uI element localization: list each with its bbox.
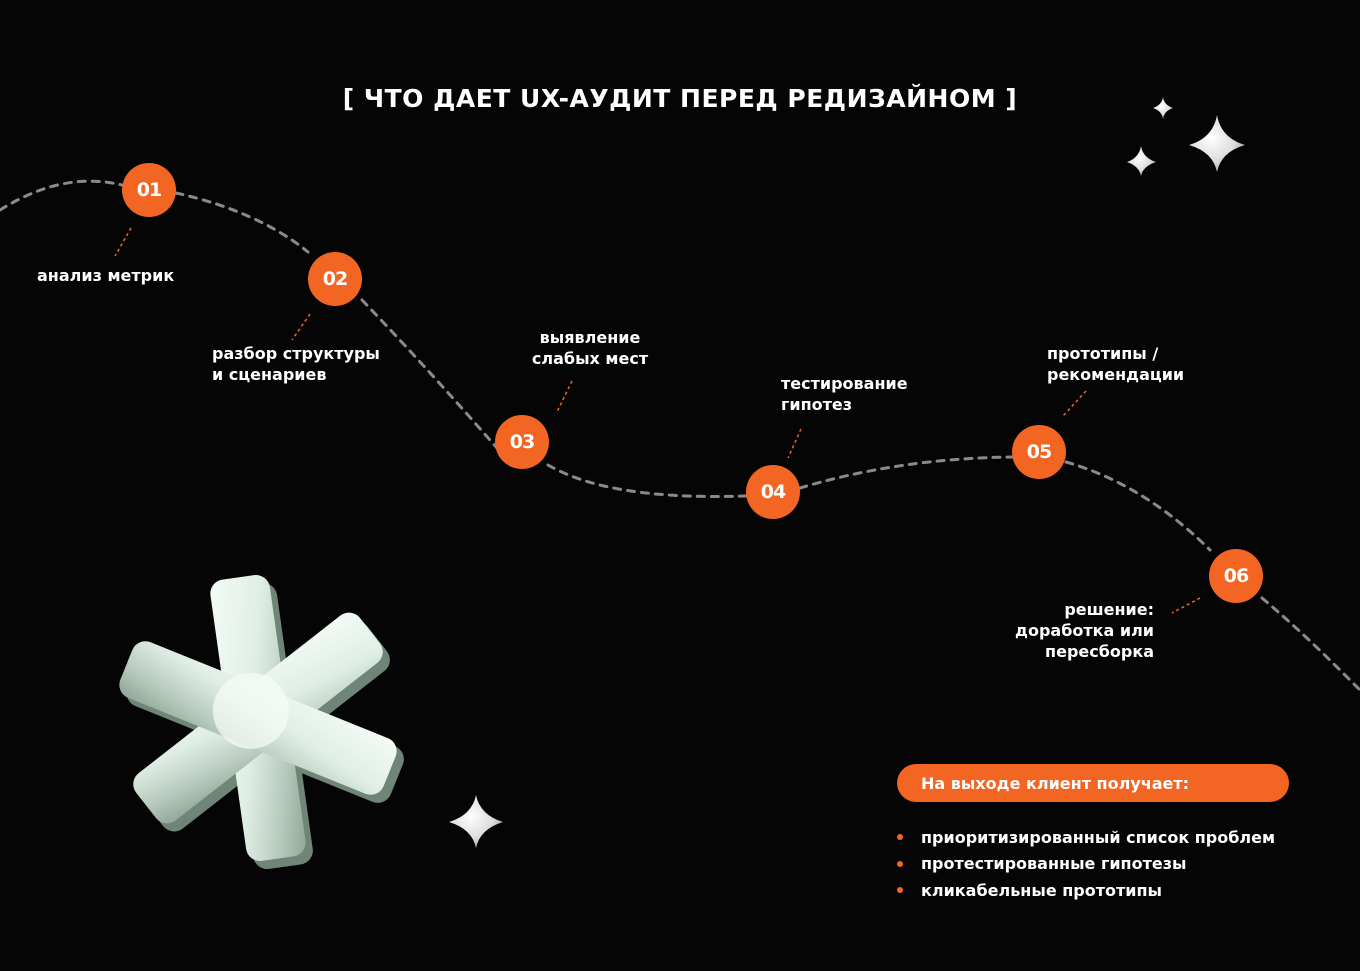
sparkle-icon: [449, 97, 1245, 848]
step-03-number: 03: [509, 431, 535, 453]
asterisk-icon: [102, 557, 422, 886]
step-01-label: анализ метрик: [37, 266, 175, 285]
process-path: [0, 181, 1360, 690]
step-02-label: разбор структуры и сценариев: [212, 344, 380, 384]
step-02-circle: [308, 252, 362, 306]
step-05-number: 05: [1026, 441, 1052, 463]
step-04-number: 04: [760, 481, 786, 503]
step-04-label: тестирование гипотез: [781, 374, 908, 414]
bullet-icon: [897, 834, 903, 840]
label-connectors: [115, 228, 1200, 613]
step-06-circle: [1209, 549, 1263, 603]
bullet-icon: [897, 887, 903, 893]
step-05-label: прототипы / рекомендации: [1047, 344, 1185, 384]
step-01-circle: [122, 163, 176, 217]
step-06-label: решение: доработка или пересборка: [1015, 600, 1154, 661]
list-item: протестированные гипотезы: [897, 851, 1275, 878]
bullet-icon: [897, 861, 903, 867]
step-03-circle: [495, 415, 549, 469]
step-01-number: 01: [136, 179, 162, 201]
step-03-label: выявление слабых мест: [531, 328, 649, 368]
step-05-circle: [1012, 425, 1066, 479]
step-02-number: 02: [322, 268, 348, 290]
list-item: приоритизированный список проблем: [897, 824, 1275, 851]
page-title: [ ЧТО ДАЕТ UX-АУДИТ ПЕРЕД РЕДИЗАЙНОМ ]: [342, 84, 1018, 113]
step-06-number: 06: [1223, 565, 1249, 587]
list-item: кликабельные прототипы: [897, 877, 1275, 904]
result-list: [897, 824, 1275, 904]
result-heading: На выходе клиент получает:: [897, 764, 1289, 802]
step-04-circle: [746, 465, 800, 519]
